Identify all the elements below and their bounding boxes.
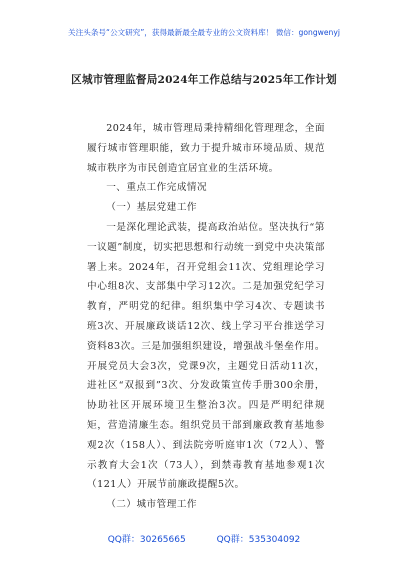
top-banner: 关注头条号“公文研究”，获得最新最全最专业的公文资料库！ 微信：gongwenyj (68, 28, 340, 37)
footer (0, 534, 408, 546)
body-paragraph: 2024年，城市管理局秉持精细化管理理念，全面履行城市管理职能，致力于提升城市环境品质、规范城市秩序为市民创造宜居宜业的生活环境。 (87, 123, 325, 174)
section-heading: 一、重点工作完成情况 (106, 182, 208, 194)
footer-qq-group-1: QQ群：30265665 (107, 535, 186, 545)
footer-qq-group-2: QQ群：535304092 (216, 535, 301, 545)
body-paragraph: 一是深化理论武装，提高政治站位。坚决执行“第一议题”制度，切实把思想和行动统一到党中央决策部署上来。2024年，召开党组会11次、党组理论学习中心组8次、支部集中学习12次。二是加强党纪学习教育，严明党的纪律。组织集中学习4次、专题读书班3次、开展廉政谈话12次、线上学习平台推送学习资料83次。三是加强组织建设，增强战斗堡垒作用。开展党员大会3次，党课9次，主题党日活动11次，进社区“双报到”3次、分发政策宣传手册300余册，协助社区开展环境卫生整治3次。四是严明纪律规矩，营造清廉生态。组织党员干部到廉政教育基地参观2次（158人）、到法院旁听庭审1次（72人）、警示教育大会1次（73人），到禁毒教育基地参观1次（121人）开展节前廉政提醒5次。 (87, 221, 325, 491)
section-heading: （一）基层党建工作 (106, 202, 198, 214)
section-heading: （二）城市管理工作 (106, 499, 198, 511)
document-title: 区城市管理监督局2024年工作总结与2025年工作计划 (71, 74, 337, 86)
document-body (87, 119, 325, 515)
